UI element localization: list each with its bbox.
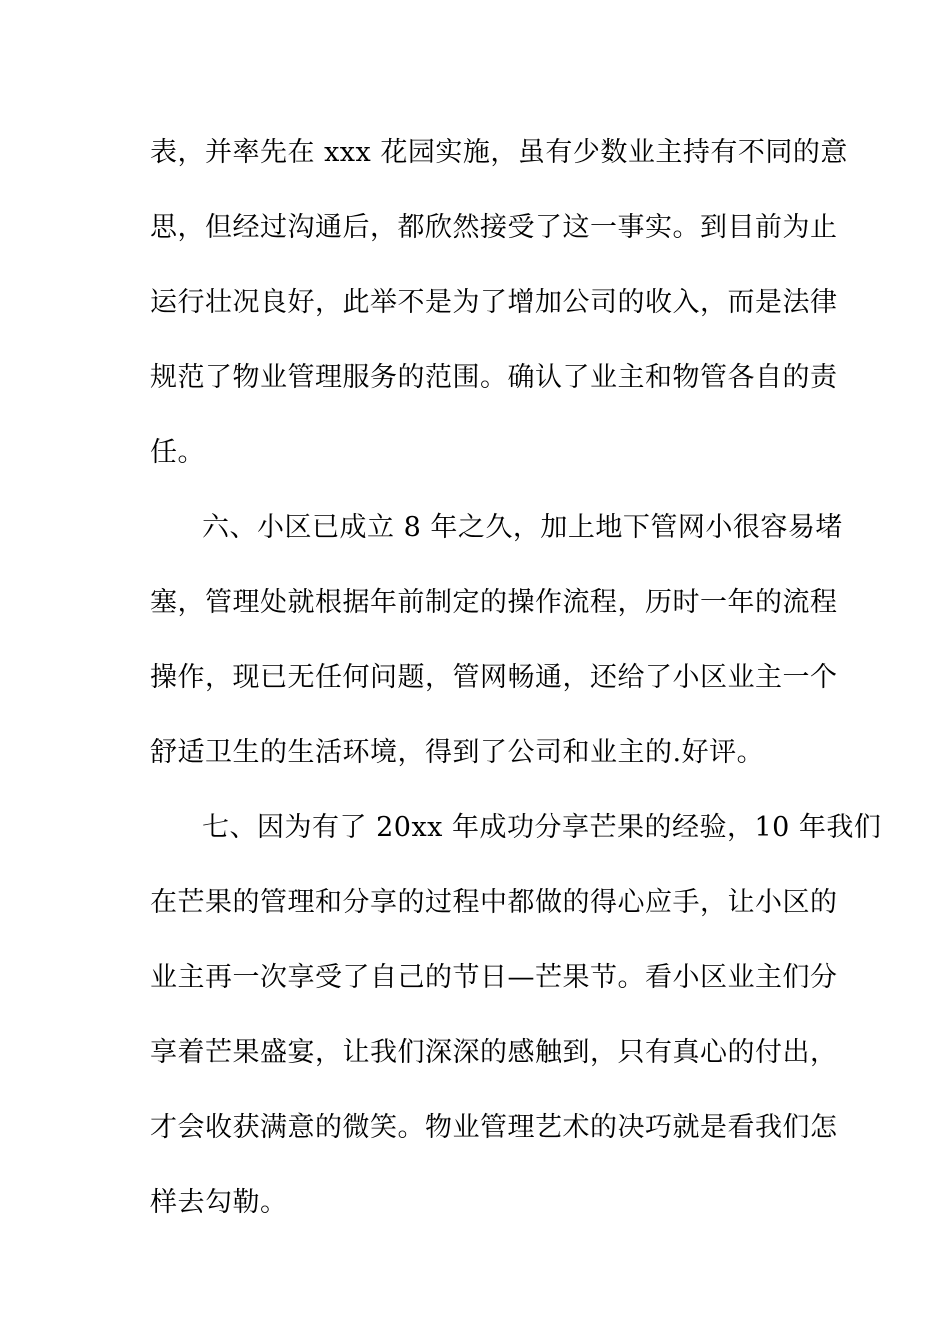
paragraph-line: 操作，现已无任何问题，管网畅通，还给了小区业主一个 xyxy=(150,662,838,693)
paragraph-line: 表，并率先在 xxx 花园实施，虽有少数业主持有不同的意 xyxy=(150,137,848,168)
paragraph-line: 运行壮况良好，此举不是为了增加公司的收入，而是法律 xyxy=(150,287,838,318)
paragraph-line: 业主再一次享受了自己的节日—芒果节。看小区业主们分 xyxy=(150,962,838,993)
paragraph-line: 舒适卫生的生活环境，得到了公司和业主的.好评。 xyxy=(150,737,765,768)
paragraph-line: 享着芒果盛宴，让我们深深的感触到，只有真心的付出， xyxy=(150,1037,838,1068)
paragraph-line: 样去勾勒。 xyxy=(150,1187,288,1218)
paragraph-line: 在芒果的管理和分享的过程中都做的得心应手，让小区的 xyxy=(150,887,838,918)
paragraph-line: 七、因为有了 20xx 年成功分享芒果的经验，10 年我们 xyxy=(202,812,882,843)
paragraph-line: 才会收获满意的微笑。物业管理艺术的决巧就是看我们怎 xyxy=(150,1112,838,1143)
paragraph-line: 规范了物业管理服务的范围。确认了业主和物管各自的责 xyxy=(150,362,838,393)
paragraph-line: 六、小区已成立 8 年之久，加上地下管网小很容易堵 xyxy=(202,512,843,543)
paragraph-line: 任。 xyxy=(150,437,205,468)
paragraph-line: 塞，管理处就根据年前制定的操作流程，历时一年的流程 xyxy=(150,587,838,618)
paragraph-line: 思，但经过沟通后，都欣然接受了这一事实。到目前为止 xyxy=(150,212,838,243)
